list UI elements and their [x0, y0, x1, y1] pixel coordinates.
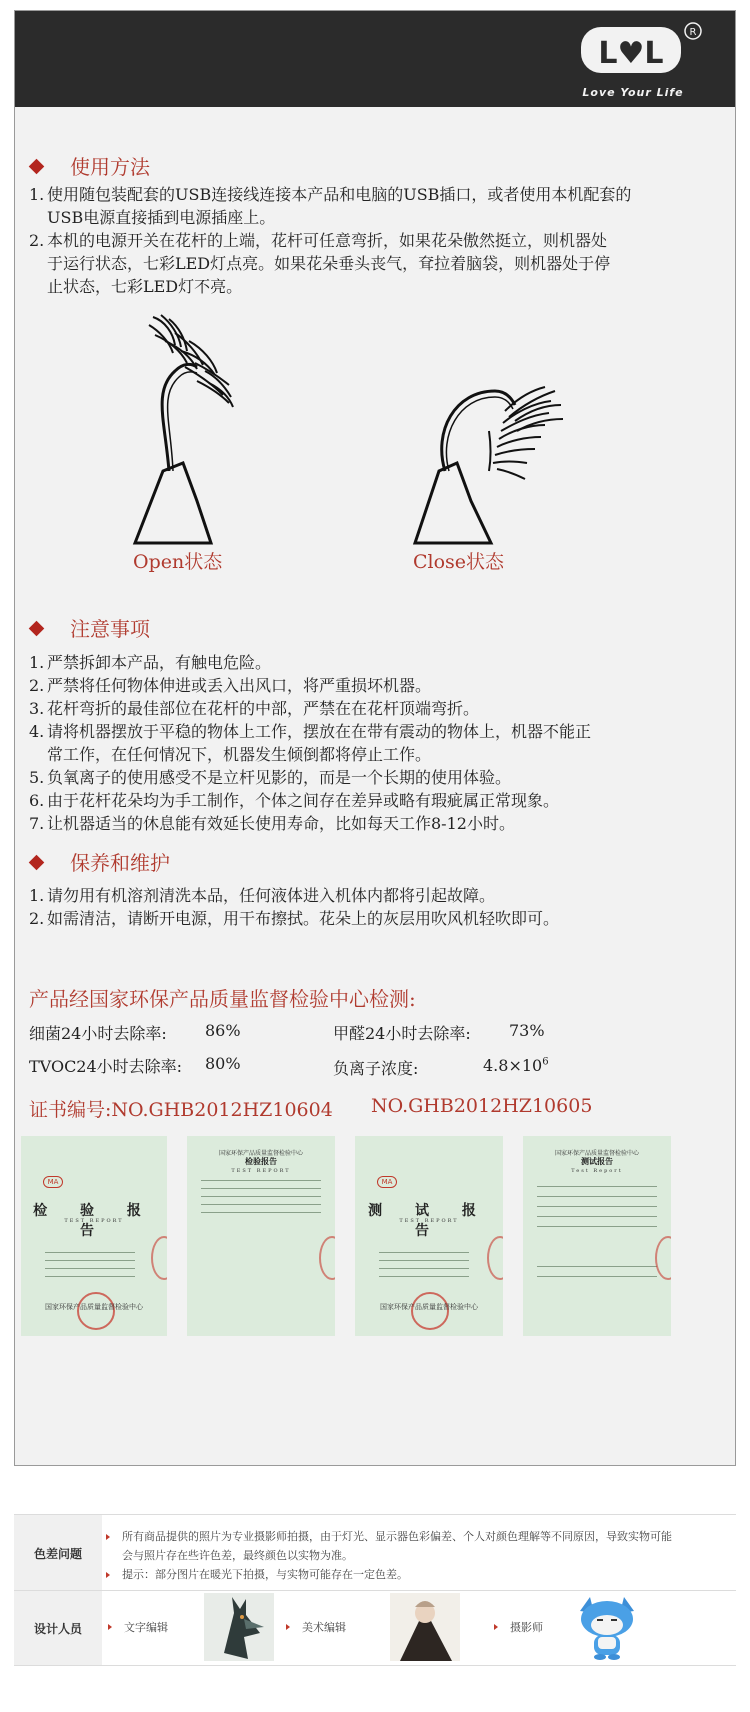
flower-open-illustration [125, 311, 265, 551]
color-difference-row [14, 1514, 736, 1591]
role-photographer: 摄影师 [494, 1591, 543, 1663]
list-item: 4. 请将机器摆放于平稳的物体上工作，摆放在在带有震动的物体上，机器不能正 常工作，在任何情况下，机器发生倾倒都将停止工作。 [29, 722, 592, 764]
list-item: 1. 使用随包装配套的USB连接线连接本产品和电脑的USB插口，或者使用本机配套的 USB电源直接插到电源插座上。 [29, 185, 632, 227]
brand-header-bar [15, 11, 735, 107]
formaldehyde-value: 73% [509, 1021, 545, 1040]
test-report-page-1: 国家环保产品质量监督检验中心 检验报告 TEST REPORT [187, 1136, 335, 1336]
diamond-bullet-icon [29, 855, 45, 871]
color-note-2: 提示：部分图片在暖光下拍摄，与实物可能存在一定色差。 [106, 1565, 408, 1584]
brand-logo [575, 17, 705, 103]
diamond-bullet-icon [29, 159, 45, 175]
list-item: 1. 严禁拆卸本产品，有触电危险。 [29, 653, 272, 672]
svg-text:R: R [689, 27, 697, 38]
product-detail-panel [14, 10, 736, 1466]
seal-edge-icon [487, 1236, 503, 1280]
test-report-cover-1: MA 检 验 报 告 TEST REPORT 国家环保产品质量监督检验中心 [21, 1136, 167, 1336]
test-report-page-2: 国家环保产品质量监督检验中心 测试报告 Test Report [523, 1136, 671, 1336]
color-note-1-cont: 会与照片存在些许色差，最终颜色以实物为准。 [122, 1549, 353, 1562]
list-item: 2. 如需清洁，请断开电源，用干布擦拭。花朵上的灰层用吹风机轻吹即可。 [29, 909, 560, 928]
list-item: 7. 让机器适当的休息能有效延长使用寿命，比如每天工作8-12小时。 [29, 814, 515, 833]
tvoc-value: 80% [205, 1054, 241, 1073]
wolf-avatar-thumbnail [204, 1593, 274, 1661]
cloaked-figure-thumbnail [390, 1593, 460, 1661]
usage-title-text: 使用方法 [70, 155, 150, 179]
usage-list [29, 183, 631, 298]
cautions-list [29, 651, 591, 835]
red-arrow-bullet-icon [106, 1534, 110, 1540]
color-difference-label: 色差问题 [14, 1515, 102, 1591]
maintenance-title-text: 保养和维护 [70, 851, 170, 875]
seal-edge-icon [319, 1236, 335, 1280]
role-text-editor: 文字编辑 [108, 1591, 168, 1663]
ion-value: $4.8\times 10^6$ [483, 1056, 549, 1075]
list-item: 3. 花杆弯折的最佳部位在花杆的中部，严禁在在花杆顶端弯折。 [29, 699, 480, 718]
role-art-editor: 美术编辑 [286, 1591, 346, 1663]
brand-tagline: Love Your Life [582, 86, 684, 99]
certificate-number-2: NO.GHB2012HZ10605 [371, 1095, 593, 1117]
seal-edge-icon [655, 1236, 671, 1280]
formaldehyde-label: 甲醛24小时去除率: [333, 1024, 471, 1043]
designer-row [14, 1590, 736, 1666]
certificate-number-1: 证书编号:NO.GHB2012HZ10604 [29, 1099, 333, 1121]
testing-heading: 产品经国家环保产品质量监督检验中心检测: [29, 987, 416, 1011]
tvoc-label: TVOC24小时去除率: [29, 1057, 183, 1076]
blue-mascot-thumbnail [570, 1593, 644, 1661]
cautions-section-title [31, 613, 150, 642]
red-arrow-bullet-icon [106, 1572, 110, 1578]
close-state-label: Close状态 [413, 551, 505, 573]
ma-mark-icon: MA [43, 1176, 63, 1188]
color-note-1: 所有商品提供的照片为专业摄影师拍摄，由于灯光、显示器色彩偏差、个人对颜色理解等不同原因，导致实物可能 [106, 1527, 672, 1546]
red-arrow-bullet-icon [108, 1624, 112, 1630]
list-item: 5. 负氧离子的使用感受不是立杆见影的，而是一个长期的使用体验。 [29, 768, 512, 787]
maintenance-section-title [31, 847, 170, 876]
list-item: 2. 严禁将任何物体伸进或丢入出风口，将严重损坏机器。 [29, 676, 432, 695]
red-arrow-bullet-icon [494, 1624, 498, 1630]
list-item: 2. 本机的电源开关在花杆的上端，花杆可任意弯折，如果花朵傲然挺立，则机器处 于运行状态，七彩LED灯点亮。如果花朵垂头丧气，耷拉着脑袋，则机器处于停 止状态，七彩LED灯不亮。 [29, 231, 611, 296]
open-state-label: Open状态 [133, 551, 223, 573]
list-item: 6. 由于花杆花朵均为手工制作，个体之间存在差异或略有瑕疵属正常现象。 [29, 791, 560, 810]
flower-closed-illustration [405, 371, 575, 551]
ion-label: 负离子浓度: [333, 1059, 419, 1078]
lyl-logo-icon [575, 17, 705, 87]
bacteria-value: 86% [205, 1021, 241, 1040]
red-arrow-bullet-icon [286, 1624, 290, 1630]
diamond-bullet-icon [29, 621, 45, 637]
designer-label: 设计人员 [14, 1591, 102, 1665]
usage-section-title [31, 151, 150, 180]
svg-text:L♥L: L♥L [598, 36, 664, 71]
bacteria-label: 细菌24小时去除率: [29, 1024, 167, 1043]
list-item: 1. 请勿用有机溶剂清洗本品，任何液体进入机体内都将引起故障。 [29, 886, 496, 905]
ma-mark-icon: MA [377, 1176, 397, 1188]
seal-edge-icon [151, 1236, 167, 1280]
test-report-cover-2: MA 测 试 报 告 TEST REPORT 国家环保产品质量监督检验中心 [355, 1136, 503, 1336]
maintenance-list [29, 884, 559, 930]
cautions-title-text: 注意事项 [70, 617, 150, 641]
